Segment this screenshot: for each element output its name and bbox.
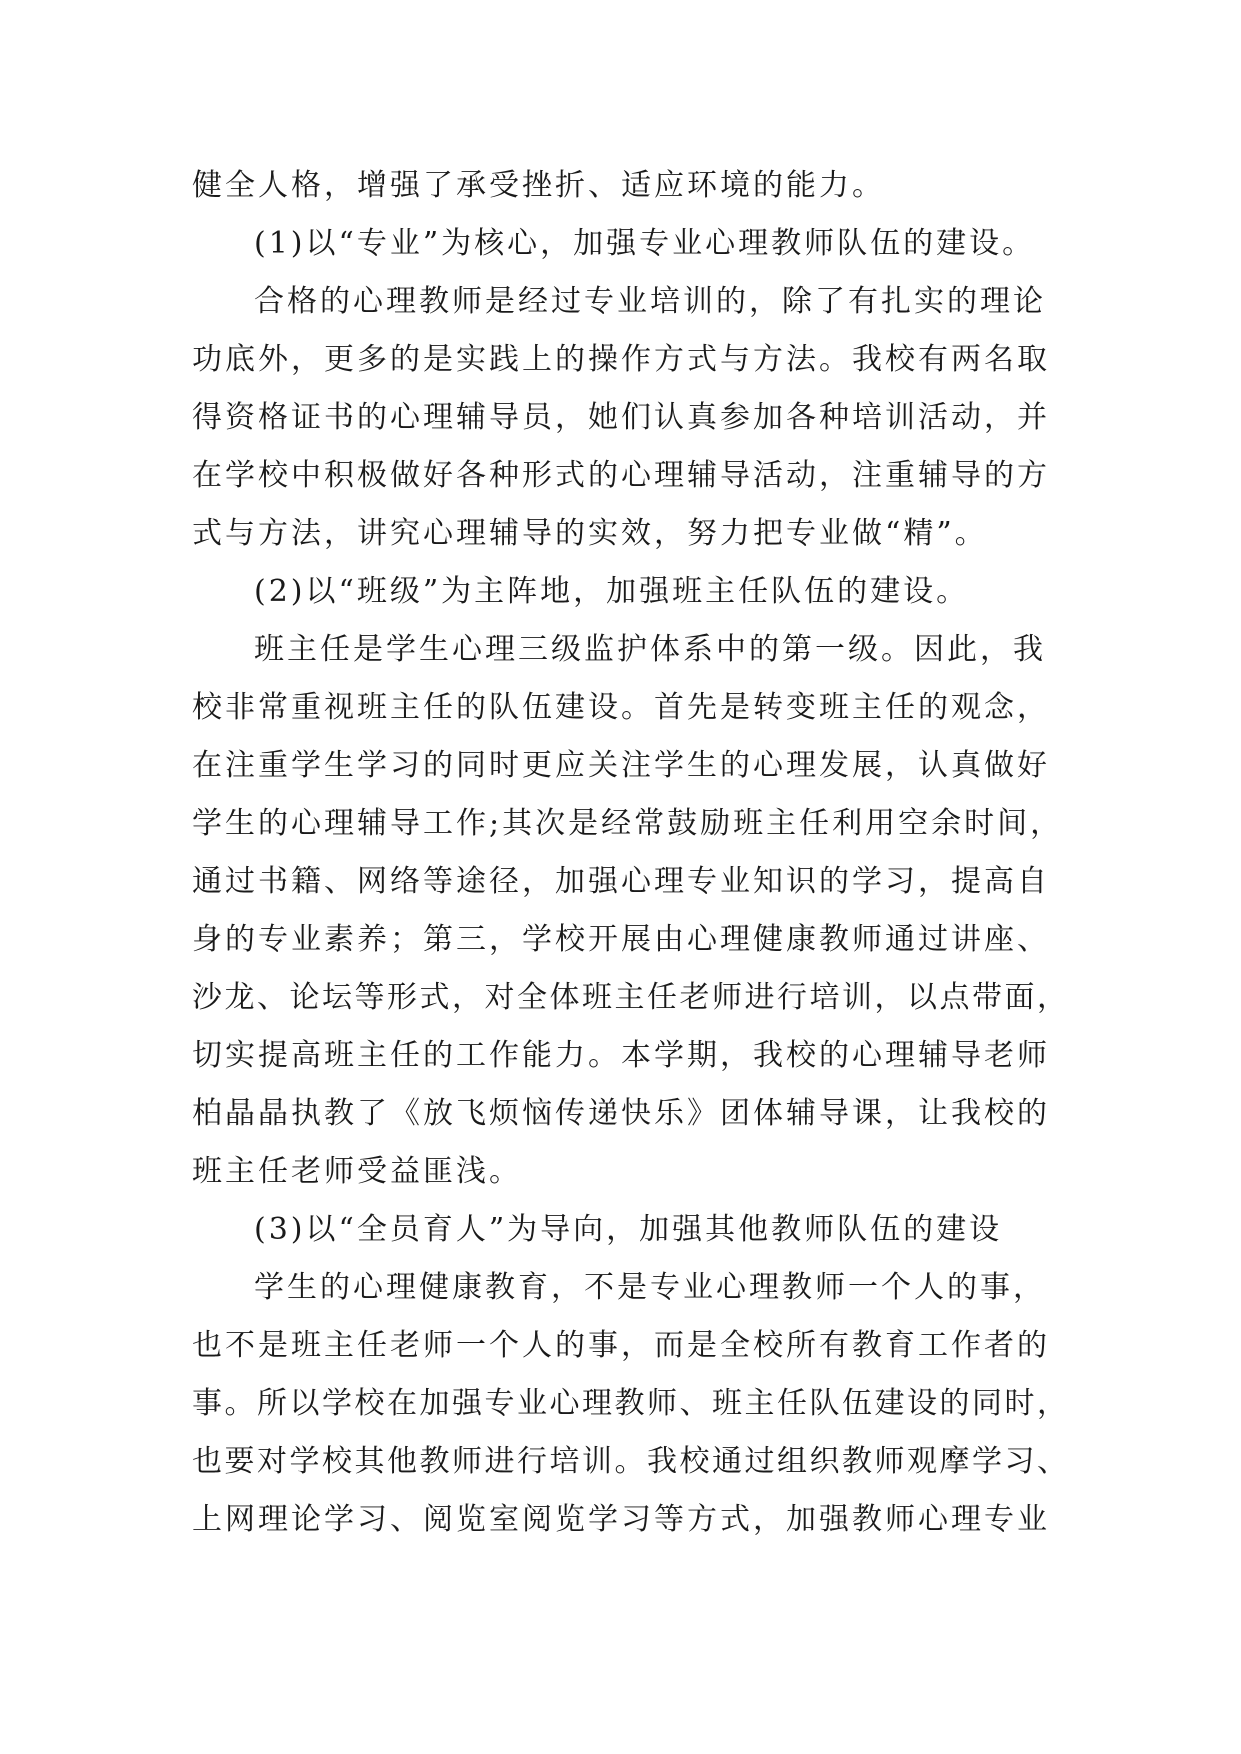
text-line: 功底外，更多的是实践上的操作方式与方法。我校有两名取 — [192, 342, 1050, 377]
text-line: 在注重学生学习的同时更应关注学生的心理发展，认真做好 — [192, 748, 1050, 783]
text-line: 沙龙、论坛等形式，对全体班主任老师进行培训，以点带面， — [192, 980, 1070, 1015]
text-line: 班主任老师受益匪浅。 — [192, 1154, 522, 1189]
text-line: 健全人格，增强了承受挫折、适应环境的能力。 — [192, 168, 885, 203]
section-heading-1: (1)以“专业”为核心，加强专业心理教师队伍的建设。 — [254, 226, 1036, 261]
text-line: 身的专业素养；第三，学校开展由心理健康教师通过讲座、 — [192, 922, 1050, 957]
section-heading-2: (2)以“班级”为主阵地，加强班主任队伍的建设。 — [254, 574, 970, 609]
text-line: 班主任是学生心理三级监护体系中的第一级。因此，我 — [254, 632, 1046, 667]
text-line: 得资格证书的心理辅导员，她们认真参加各种培训活动，并 — [192, 400, 1050, 435]
text-line: 切实提高班主任的工作能力。本学期，我校的心理辅导老师 — [192, 1038, 1050, 1073]
text-line: 学生的心理辅导工作;其次是经常鼓励班主任利用空余时间， — [192, 806, 1064, 841]
text-line: 也不是班主任老师一个人的事，而是全校所有教育工作者的 — [192, 1328, 1050, 1363]
document-body — [192, 157, 1072, 1549]
text-line: 也要对学校其他教师进行培训。我校通过组织教师观摩学习、 — [192, 1444, 1070, 1479]
text-line: 校非常重视班主任的队伍建设。首先是转变班主任的观念， — [192, 690, 1050, 725]
text-line: 上网理论学习、阅览室阅览学习等方式，加强教师心理专业 — [192, 1502, 1050, 1537]
text-line: 事。所以学校在加强专业心理教师、班主任队伍建设的同时， — [192, 1386, 1070, 1421]
text-line: 通过书籍、网络等途径，加强心理专业知识的学习，提高自 — [192, 864, 1050, 899]
section-heading-3: (3)以“全员育人”为导向，加强其他教师队伍的建设 — [254, 1212, 1003, 1247]
text-line: 柏晶晶执教了《放飞烦恼传递快乐》团体辅导课，让我校的 — [192, 1096, 1050, 1131]
text-line: 合格的心理教师是经过专业培训的，除了有扎实的理论 — [254, 284, 1046, 319]
text-line: 式与方法，讲究心理辅导的实效，努力把专业做“精”。 — [192, 516, 988, 551]
text-line: 学生的心理健康教育，不是专业心理教师一个人的事， — [254, 1270, 1046, 1305]
text-line: 在学校中积极做好各种形式的心理辅导活动，注重辅导的方 — [192, 458, 1050, 493]
